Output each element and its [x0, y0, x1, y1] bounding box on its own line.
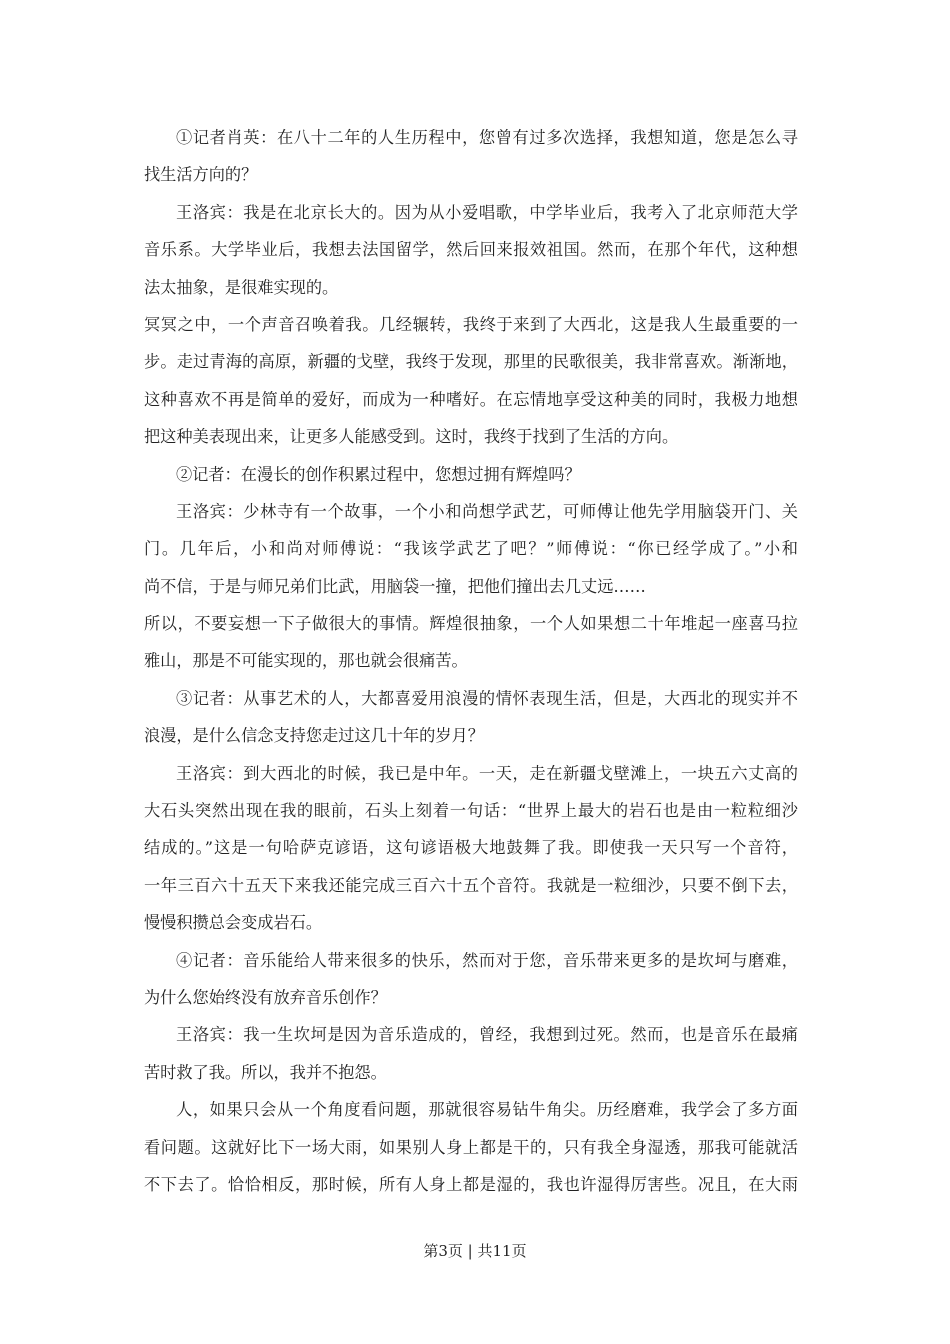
text-line: 不下去了。恰恰相反，那时候，所有人身上都是湿的，我也许湿得厉害些。况且，在大雨 [144, 1174, 798, 1194]
text-line: 音乐系。大学毕业后，我想去法国留学，然后回来报效祖国。然而，在那个年代，这种想 [144, 240, 798, 260]
page-footer: 第3页 | 共11页 [423, 1242, 527, 1260]
text-line: ③记者：从事艺术的人，大都喜爱用浪漫的情怀表现生活，但是，大西北的现实并不 [176, 688, 798, 708]
text-line: 王洛宾：到大西北的时候，我已是中年。一天，走在新疆戈壁滩上，一块五六丈高的 [176, 763, 798, 783]
text-line: 所以，不要妄想一下子做很大的事情。辉煌很抽象，一个人如果想二十年堆起一座喜马拉 [144, 614, 798, 634]
text-line: 大石头突然出现在我的眼前，石头上刻着一句话：“世界上最大的岩石也是由一粒粒细沙 [144, 801, 798, 821]
text-line: 法太抽象，是很难实现的。 [144, 277, 339, 297]
text-line: 浪漫，是什么信念支持您走过这几十年的岁月？ [144, 726, 484, 746]
text-line: 找生活方向的？ [144, 165, 258, 185]
text-line: 雅山，那是不可能实现的，那也就会很痛苦。 [144, 651, 468, 671]
text-line: 门。几年后，小和尚对师傅说：“我该学武艺了吧？”师傅说：“你已经学成了。”小和 [144, 539, 798, 559]
document-body [144, 122, 798, 1206]
text-line: 步。走过青海的高原，新疆的戈壁，我终于发现，那里的民歌很美，我非常喜欢。渐渐地， [144, 352, 798, 372]
text-line: 这种喜欢不再是简单的爱好，而成为一种嗜好。在忘情地享受这种美的同时，我极力地想 [144, 389, 798, 409]
text-line: 把这种美表现出来，让更多人能感受到。这时，我终于找到了生活的方向。 [144, 427, 679, 447]
text-line: 一年三百六十五天下来我还能完成三百六十五个音符。我就是一粒细沙，只要不倒下去， [144, 875, 798, 895]
text-line: 王洛宾：我是在北京长大的。因为从小爱唱歌，中学毕业后，我考入了北京师范大学 [176, 202, 798, 222]
text-line: 尚不信，于是与师兄弟们比武，用脑袋一撞，把他们撞出去几丈远…… [144, 576, 646, 596]
text-line: 慢慢积攒总会变成岩石。 [144, 913, 323, 933]
text-line: 冥冥之中，一个声音召唤着我。几经辗转，我终于来到了大西北，这是我人生最重要的一 [144, 314, 798, 334]
text-line: 人，如果只会从一个角度看问题，那就很容易钻牛角尖。历经磨难，我学会了多方面 [176, 1100, 798, 1120]
text-line: ②记者：在漫长的创作积累过程中，您想过拥有辉煌吗？ [176, 464, 581, 484]
text-line: 王洛宾：我一生坎坷是因为音乐造成的，曾经，我想到过死。然而，也是音乐在最痛 [176, 1025, 798, 1045]
text-line: 苦时救了我。所以，我并不抱怨。 [144, 1062, 387, 1082]
text-line: 王洛宾：少林寺有一个故事，一个小和尚想学武艺，可师傅让他先学用脑袋开门、关 [176, 501, 798, 521]
text-line: 看问题。这就好比下一场大雨，如果别人身上都是干的，只有我全身湿透，那我可能就活 [144, 1137, 798, 1157]
text-line: 结成的。”这是一句哈萨克谚语，这句谚语极大地鼓舞了我。即使我一天只写一个音符， [144, 838, 798, 858]
text-line: 为什么您始终没有放弃音乐创作？ [144, 987, 387, 1007]
text-line: ①记者肖英：在八十二年的人生历程中，您曾有过多次选择，我想知道，您是怎么寻 [176, 128, 798, 147]
text-line: ④记者：音乐能给人带来很多的快乐，然而对于您，音乐带来更多的是坎坷与磨难， [176, 950, 798, 970]
